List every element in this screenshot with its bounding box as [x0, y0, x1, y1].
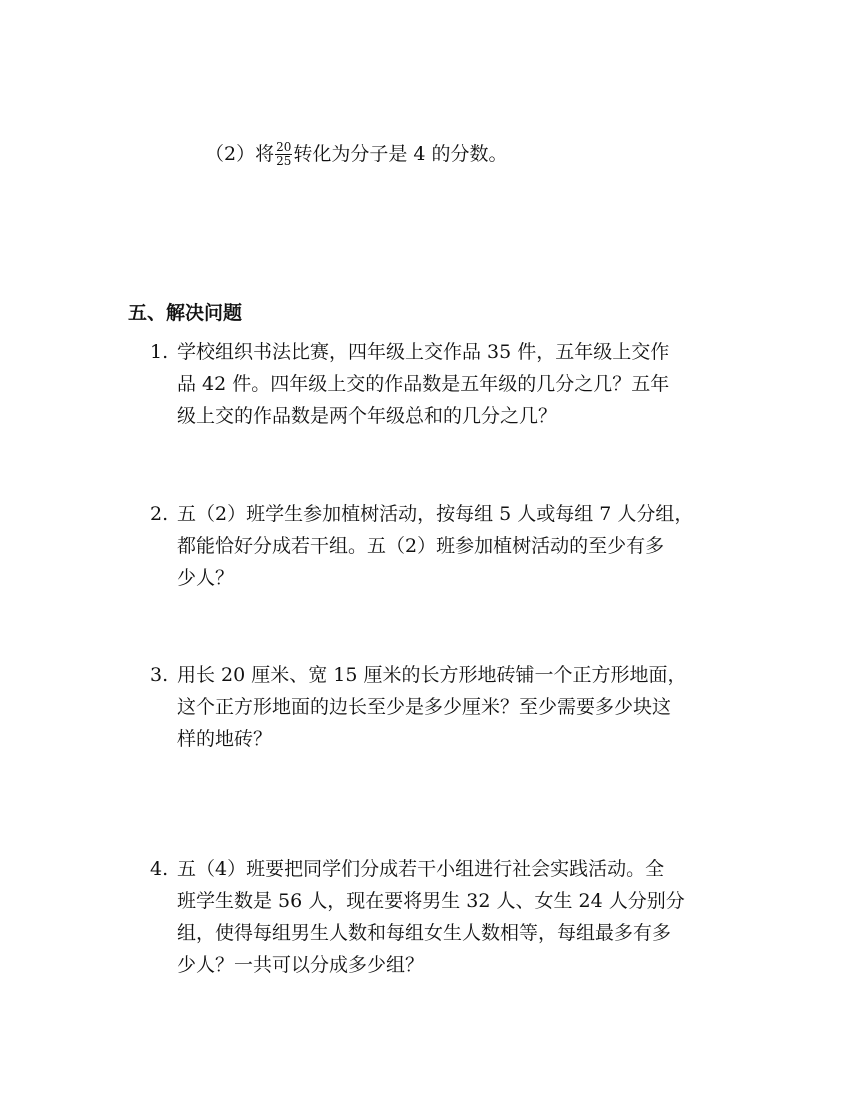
problem-line: 品 42 件。四年级上交的作品数是五年级的几分之几？五年 — [177, 373, 670, 395]
problem-line: 都能恰好分成若干组。五（2）班参加植树活动的至少有多 — [177, 535, 665, 557]
problem-line: 五（4）班要把同学们分成若干小组进行社会实践活动。全 — [177, 858, 665, 880]
fraction-numerator: 20 — [276, 139, 292, 154]
subquestion-2 — [205, 138, 508, 170]
problem-line: 少人？ — [177, 567, 235, 589]
problem-number: 2. — [150, 503, 169, 525]
problem-line: 这个正方形地面的边长至少是多少厘米？至少需要多少块这 — [177, 696, 672, 718]
problem-line: 级上交的作品数是两个年级总和的几分之几？ — [177, 405, 558, 427]
problem-4 — [150, 853, 740, 981]
problem-number: 1. — [150, 341, 169, 363]
problem-text — [177, 853, 740, 981]
problem-line: 班学生数是 56 人，现在要将男生 32 人、女生 24 人分别分 — [177, 890, 685, 912]
problem-text — [177, 498, 740, 594]
problem-line: 五（2）班学生参加植树活动，按每组 5 人或每组 7 人分组， — [177, 503, 694, 525]
problem-text — [177, 336, 740, 432]
problem-number: 4. — [150, 858, 169, 880]
fraction-denominator: 25 — [276, 153, 292, 168]
subquestion-2-prefix: （2）将 — [205, 143, 275, 165]
problem-line: 样的地砖？ — [177, 728, 273, 750]
fraction-20-25 — [275, 141, 292, 168]
problem-2 — [150, 498, 740, 594]
problem-line: 组，使得每组男生人数和每组女生人数相等，每组最多有多 — [177, 922, 672, 944]
problem-line: 用长 20 厘米、宽 15 厘米的长方形地砖铺一个正方形地面， — [177, 664, 687, 686]
problem-line: 少人？一共可以分成多少组？ — [177, 954, 425, 976]
problem-line: 学校组织书法比赛，四年级上交作品 35 件，五年级上交作 — [177, 341, 670, 363]
problem-text — [177, 659, 740, 755]
problem-3 — [150, 659, 740, 755]
subquestion-2-suffix: 转化为分子是 4 的分数。 — [293, 143, 508, 165]
problem-number: 3. — [150, 664, 169, 686]
section-title: 五、解决问题 — [128, 302, 243, 324]
problem-1 — [150, 336, 740, 432]
